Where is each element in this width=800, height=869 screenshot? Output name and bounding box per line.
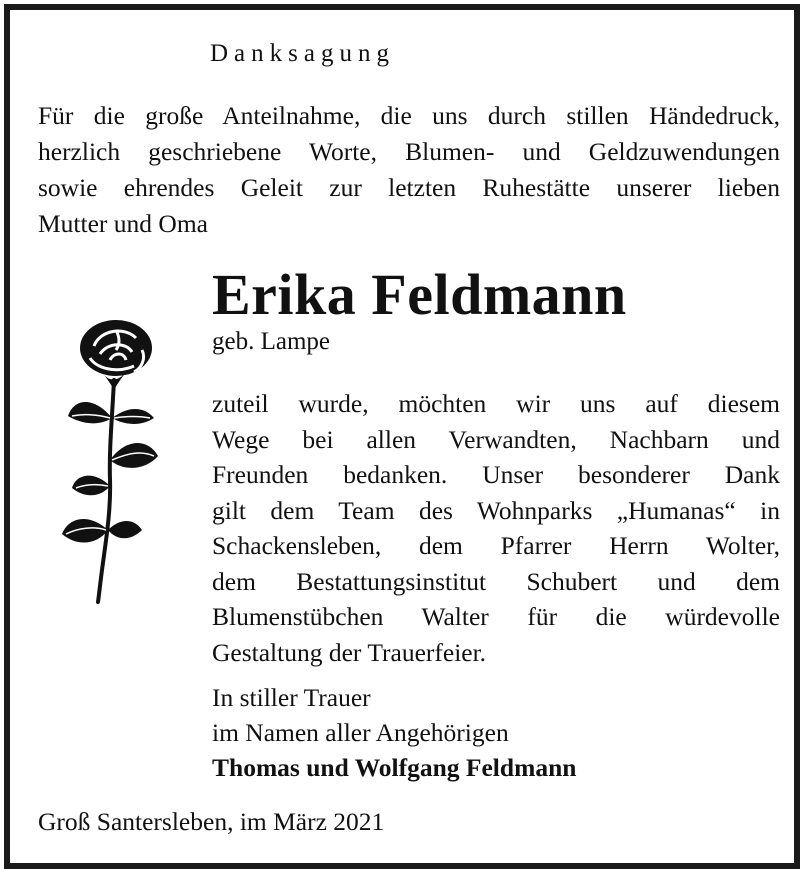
- intro-line: sowie ehrendes Geleit zur letzten Ruhestätte unserer lieben: [38, 173, 780, 202]
- obituary-frame: [4, 4, 800, 869]
- thanks-paragraph: [212, 386, 780, 670]
- intro-line: Mutter und Oma: [38, 209, 208, 238]
- heading: Danksagung: [210, 40, 395, 67]
- signature-line: In stiller Trauer: [212, 683, 371, 712]
- signature-block: [212, 680, 576, 785]
- body-line: dem Bestattungsinstitut Schubert und dem: [212, 566, 780, 596]
- deceased-name: Erika Feldmann: [212, 262, 627, 327]
- maiden-name: geb. Lampe: [212, 328, 331, 355]
- body-line: Blumenstübchen Walter für die würdevolle: [212, 602, 780, 631]
- body-line: gilt dem Team des Wohnparks „Humanas“ in: [212, 495, 780, 525]
- body-line: zuteil wurde, möchten wir uns auf diesem: [212, 389, 780, 418]
- body-line: Gestaltung der Trauerfeier.: [212, 637, 487, 667]
- body-line: Wege bei allen Verwandten, Nachbarn und: [212, 424, 780, 454]
- intro-paragraph: [38, 98, 780, 242]
- body-line: Schackensleben, dem Pfarrer Herrn Wolter,: [212, 531, 780, 560]
- intro-line: Für die große Anteilnahme, die uns durch stillen Händedruck,: [38, 101, 780, 130]
- intro-line: herzlich geschriebene Worte, Blumen- und Geldzuwendungen: [38, 137, 780, 166]
- signature-line: im Namen aller Angehörigen: [212, 718, 509, 747]
- rose-icon: [54, 310, 174, 610]
- body-line: Freunden bedanken. Unser besonderer Dank: [212, 460, 780, 489]
- place-date: Groß Santersleben, im März 2021: [38, 807, 385, 836]
- signature-names: Thomas und Wolfgang Feldmann: [212, 753, 577, 782]
